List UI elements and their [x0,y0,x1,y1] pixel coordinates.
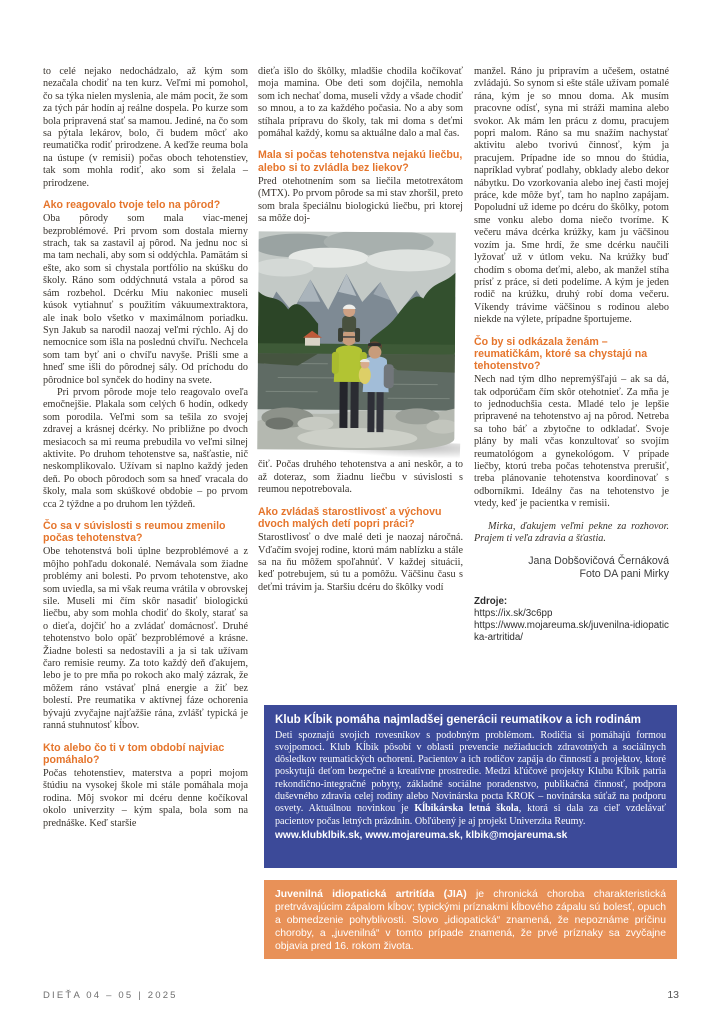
paragraph: dieťa išlo do škôlky, mladšie chodila kočíkovať moja mamina. Obe deti som dojčila, nemohla som ich nechať doma, museli vždy a všade chodiť so mnou, a to za každého počasia. No a aby som stíhala prípravu do školy, tak mi doma s deťmi pomáhal každý, komu sa aktuálne dalo a mal čas. [258,66,463,140]
family-photo-illustration [257,232,456,451]
sources-block [474,596,669,644]
paragraph: Pred otehotnením som sa liečila metotrexátom (MTX). Po prvom pôrode sa mi stav zhoršil, preto som brala špeciálnu biologickú liečbu, pri ktorej sa môže doj- [258,175,463,225]
column-left [43,66,248,830]
column-right [474,66,669,644]
source-link: https://www.mojareuma.sk/juvenilna-idiopaticka-artritida/ [474,619,669,643]
club-klbik-box [264,705,677,868]
club-box-bold-text: Kĺbikárska letná škola [414,803,519,815]
byline-photo-credit: Foto DA pani Mirky [579,568,669,581]
byline [474,555,669,582]
family-photo-image [257,232,456,451]
paragraph: Starostlivosť o dve malé deti je naozaj náročná. Vďačím svojej rodine, ktorú mám nablízku a stále sa na ňu môžem spoľahnúť. V každej situácii, keď potrebujem, sú tu a pomôžu. Väčšinu času s deťmi trávim ja. Staršiu dcéru do škôlky vodí [258,532,463,593]
question-heading: Ako reagovalo tvoje telo na pôrod? [43,199,221,212]
question-heading: Čo by si odkázala ženám – reumatičkám, ktoré sa chystajú na tehotenstvo? [474,335,648,372]
byline-author: Jana Dobšovičová Černáková [528,554,669,567]
closing-remark: Mirka, ďakujem veľmi pekne za rozhovor. Prajem ti veľa zdravia a šťastia. [474,520,669,545]
jia-box-body: je chronická choroba charakteristická pretrvávajúcim zápalom kĺbov; typickými príznakmi kĺbového zápalu sú bolesť, opuch a obmedzenie pohyblivosti. Slovo „idiopatická“ znamená, že nepoznáme príčinu choroby, a „juvenilná“ v tomto prípade znamená, že prvé príznaky sa zvyčajne objavia pred 16. rokom života. [275,889,666,952]
paragraph: Nech nad tým dlho nepremýšľajú – ak sa dá, tak odporúčam čím skôr otehotnieť. Za mňa je to jednoduchšia cesta. Mladé telo je lepšie pripravené na tehotenstvo aj na pôrod. Netreba sa toho báť a zbytočne to odkladať. Svoje plány by mali včas konzultovať so svojím reumatológom a gynekológom. V prípade liečby, ktorú treba počas tehotenstva prerušiť, treba plánovanie tehotenstva koordinovať s odborníkmi. Ideálny čas na tehotenstvo je vtedy, keď je pacientka v remisii. [474,374,669,510]
jia-definition-box [264,880,677,959]
club-box-text: Deti spoznajú svojich rovesníkov s podobným problémom. Rodičia si pomáhajú formou svojpomoci. Klub Kĺbik pôsobí v oblasti prevencie nežiaducich zdravotných a sociálnych dôsledkov reumatických ochorení. Pacientov a ich rodičov zapája do činností a projektov, ktoré poskytujú deťom bezpečné a kreatívne prostredie. Medzi kľúčové projekty Klubu Kĺbik patria rekondično-integračné pobyty, základné sociálne poradenstvo, publikačná činnosť, podpora duševného zdravia celej rodiny alebo Novinárska pocta KROK – novinárska súťaž na podporu osvety. Aktuálnou novinkou je [275,729,666,815]
footer-page-number: 13 [667,989,679,1001]
question-heading: Ako zvládaš starostlivosť a výchovu dvoch malých detí popri práci? [258,505,442,530]
sources-label: Zdroje: [474,595,508,607]
paragraph: Obe tehotenstvá boli úplne bezproblémové a z môjho pohľadu dokonalé. Nemávala som žiadne problémy ani bolesti. Po prvom tehotenstve, ako som uviedla, sa mi však reuma vrátila v obrovskej sile. Museli mi čím skôr nasadiť biologickú liečbu, aby som mohla chodiť do školy, starať sa o dieťa, dojčiť ho a zvládať domácnosť. Druhé tehotenstvo bolo opäť bezproblémové a krásne. Žiadne bolesti sa nedostavili a ja si tak užívam čaro remisie reumy. Za toto každý deň ďakujem, lebo je to pre mňa po rokoch ako malý zázrak, že môžem ráno vstávať plná energie a žiť bez bolestí. Pre reumatika v aktívnej fáze ochorenia bývajú zvyčajne najťažšie rána, zvlášť typická je ranná stuhnutosť kĺbov. [43,546,248,732]
question-heading: Mala si počas tehotenstva nejakú liečbu, alebo si to zvládla bez liekov? [258,149,463,174]
club-klbik-links: www.klubklbik.sk, www.mojareuma.sk, klbik@mojareuma.sk [275,829,568,841]
family-photo [258,232,455,450]
paragraph: manžel. Ráno ju pripravím a učešem, ostatné zvládajú. So synom si ešte stále užívam pomalé rána, kým je so mnou doma. Ak musím pracovne odísť, syna mi stráži mamina alebo svokor. Ak mám len prácu z domu, pracujem popri malom. Ráno sa mu snažím nachystať aktivitu alebo tvorivú činnosť, kým ja pracujem. Prípadne ide so mnou do štúdia, napríklad vybrať podlahy, obklady alebo dekor nábytku. Do vzorkovania alebo inej časti mojej práce, kde môže byť, tam ho naplno zapájam. Popoludní už ideme po dcéru do škôlky, potom sme vonku alebo doma niečo tvoríme. K večeru máva dcérka krúžky, kam ju väčšinou vozím ja. Sme hrdí, že sme dcérku naučili lyžovať už v útlom veku. Na krúžky buď chodím s oboma deťmi, alebo, ak manžel stíha prísť z práce, si deti podelíme. A kým je jeden rodič na krúžku, druhý robí doma večeru. Víkendy trávime väčšinou s rodinou alebo niekde na výlete, prípadne športujeme. [474,66,669,326]
question-heading: Kto alebo čo ti v tom období najviac pomáhalo? [43,741,225,766]
club-klbik-box-body [275,730,666,828]
club-klbik-box-title: Klub Kĺbik pomáha najmladšej generácii reumatikov a ich rodinám [275,713,641,726]
column-middle [258,66,463,594]
question-heading: Čo sa v súvislosti s reumou zmenilo počas tehotenstva? [43,520,226,545]
paragraph: to celé nejako nedochádzalo, až kým som nezačala chodiť na ten kurz. Veľmi mi pomohol, čo sa týka nielen myslenia, ale mám pocit, že som za tých pár hodín aj reálne dospela. Po kurze som bola pripravená stať sa mamou. Jediné, na čo som sa pýtala lekárov, bolo, či budem môcť ako reumatička rodiť prirodzene. A keďže reuma bola na ústupe (v remisii) počas oboch tehotenstiev, tak som mohla rodiť, ako som si želala – prirodzene. [43,66,248,189]
source-link: https://ix.sk/3c6pp [474,607,553,619]
paragraph: čiť. Počas druhého tehotenstva a ani neskôr, a to až doteraz, som žiadnu liečbu v súvislosti s reumou nepotrebovala. [258,459,463,496]
jia-box-lead: Juvenilná idiopatická artritída (JIA) [275,889,467,900]
club-box-text: , ktorá si dala za cieľ vzdelávať pacientov počas letných prázdnin. Obľúbený je aj projekt Univerzita Reumy. [275,803,666,827]
footer-issue-label: DIEŤA 04 – 05 | 2025 [43,990,178,1001]
paragraph: Počas tehotenstiev, materstva a popri mojom štúdiu na vysokej škole mi stále pomáhala moja rodina. Môj svokor mi dcéru denne kočíkoval okolo univerzity – kým spala, bola som na prednáške. Keď staršie [43,767,248,829]
paragraph: Oba pôrody som mala viac-menej bezproblémové. Pri prvom som dostala mierny strach, tak sa zastavil aj pôrod. Na jednu noc si ma tam nechali, aby som si oddýchla. Pamätám si ešte, ako som si chystala portfólio na skúšku do školy. Ráno som oddýchnutá vstala a pôrod sa sám rozbehol. Dcérku Miu nakoniec museli kúsok vytiahnuť s použitím vákuumextraktora, ale inak bolo všetko v maximálnom poriadku. Syn Jakub sa narodil naozaj veľmi rýchlo. Aj do nemocnice som išla na poslednú chvíľu. Nechcela som tam byť ani o chvíľu navyše. Prišli sme a hneď sme išli do pôrodnej sály. Od príchodu do pôrodnice bol synček do hodiny na svete. [43,213,248,386]
paragraph: Pri prvom pôrode moje telo reagovalo oveľa emočnejšie. Plakala som celých 6 hodín, odkedy som porodila. Veľmi som sa tešila zo svojej zdravej a krásnej dcérky. No približne po dvoch mesiacoch sa mi reuma prebudila vo veľmi silnej aktivite. Po druhom tehotenstve sa, našťastie, nič neskomplikovalo. Užívam si naplno každý jeden deň. Po oboch pôrodoch som sa hneď vracala do školy, mala som skúškové obdobie – po prvom cca 2 týždne a po druhom len týždeň. [43,386,248,510]
